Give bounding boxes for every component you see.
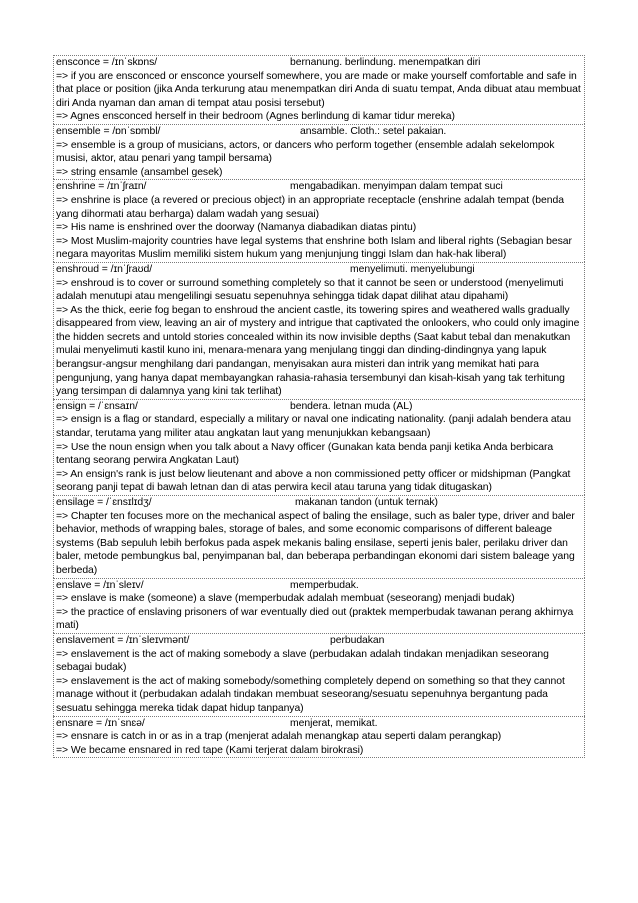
entry-line: => Most Muslim-majority countries have legal systems that enshrine both Islam and liberal rights (Sebagian besar negara mayoritas Muslim memiliki sistem hukum yang menjunjung tinggi Islam dan hak-hak liberal) bbox=[56, 235, 572, 261]
entry-line: => ensemble is a group of musicians, actors, or dancers who perform together (ensemble adalah sekelompok musisi, aktor, atau penari yang tampil bersama) bbox=[56, 139, 555, 165]
entry-term: ensilage = /ˈɛnsɪlɪdʒ/ bbox=[56, 497, 152, 508]
entry-meaning: ansamble. Cloth.: setel pakaian. bbox=[300, 125, 447, 137]
entry-ensilage bbox=[53, 495, 585, 578]
entry-line: => enslavement is the act of making somebody/something completely depend on something so that they cannot manage without it (perbudakan adalah tindakan membuat seseorang/sesuatu sepenuhnya bergantung pada sesuatu sehingga mereka tidak dapat hidup tanpanya) bbox=[56, 675, 565, 714]
entry-header bbox=[56, 125, 584, 139]
entry-line: => enshroud is to cover or surround something completely so that it cannot be seen or understood (menyelimuti adalah menutupi atau mengelilingi sesuatu sepenuhnya sehingga tidak dapat dilihat atau dipahami) bbox=[56, 277, 564, 303]
entry-header bbox=[56, 400, 584, 414]
entry-term: ensnare = /ɪnˈsnɛə/ bbox=[56, 717, 145, 729]
entry-header bbox=[56, 180, 584, 194]
entry-meaning: menyelimuti. menyelubungi bbox=[350, 263, 475, 275]
entry-line: => Chapter ten focuses more on the mechanical aspect of baling the ensilage, such as baler type, driver and baler behavior, methods of wrapping bales, storage of bales, and some economic comparisons of different baleage systems (Bab sepuluh lebih berfokus pada aspek mekanis baling ensilase, seperti jenis baler, perilaku driver dan baler, metode pembungkus bal, penyimpanan bal, dan beberapa perbandingan ekonomi dari sistem baleage yang berbeda) bbox=[56, 510, 575, 576]
entry-line: => His name is enshrined over the doorway (Namanya diabadikan diatas pintu) bbox=[56, 222, 417, 234]
entry-line: => Agnes ensconced herself in their bedroom (Agnes berlindung di kamar tidur mereka) bbox=[56, 111, 455, 123]
entry-line: => the practice of enslaving prisoners of war eventually died out (praktek memperbudak tawanan perang akhirnya mati) bbox=[56, 606, 574, 632]
entry-meaning: menjerat, memikat. bbox=[290, 717, 378, 729]
entry-header bbox=[56, 717, 584, 731]
entry-enshroud bbox=[53, 262, 585, 399]
entry-meaning: makanan tandon (untuk ternak) bbox=[295, 497, 438, 508]
entry-line: => enshrine is place (a revered or precious object) in an appropriate receptacle (enshrine adalah tempat (benda yang dihormati atau berharga) dalam wadah yang sesuai) bbox=[56, 194, 564, 220]
entry-line: => As the thick, eerie fog began to enshroud the ancient castle, its towering spires and weathered walls gradually disappeared from view, leaving an air of mystery and intrigue that captivated the onlookers, who could only imagine the hidden secrets and untold stories concealed within its now invisible depths (Saat kabut tebal dan menakutkan mulai menyelimuti kastil kuno ini, menara-menara yang menjulang tinggi dan dinding-dindingnya yang lapuk berangsur-angsur menghilang dari pandangan, menyisakan aura misteri dan intrik yang memikat hati para pengunjung, yang hanya dapat membayangkan rahasia-rahasia tersembunyi dan kisah-kisah yang tak terhitung yang tersimpan di dalamnya yang kini tak terlihat) bbox=[56, 304, 580, 398]
entry-term: ensign = /ˈɛnsaɪn/ bbox=[56, 400, 138, 412]
entry-line: => ensnare is catch in or as in a trap (menjerat adalah menangkap atau seperti dalam perangkap) bbox=[56, 731, 502, 743]
entry-header bbox=[56, 56, 584, 70]
entry-ensemble bbox=[53, 124, 585, 179]
entry-line: => We became ensnared in red tape (Kami terjerat dalam birokrasi) bbox=[56, 744, 364, 756]
entry-line: => An ensign's rank is just below lieutenant and above a non commissioned petty officer or midshipman (Pangkat seorang panji tepat di bawah letnan dan di atas perwira kecil atau taruna yang tidak ditugaskan) bbox=[56, 468, 571, 494]
entry-line: => enslavement is the act of making somebody a slave (perbudakan adalah tindakan menjadikan seseorang sebagai budak) bbox=[56, 648, 549, 674]
entry-meaning: bernanung. berlindung. menempatkan diri bbox=[290, 57, 481, 68]
entry-meaning: bendera. letnan muda (AL) bbox=[290, 400, 413, 412]
entry-line: => enslave is make (someone) a slave (memperbudak adalah membuat (seseorang) menjadi budak) bbox=[56, 593, 515, 605]
entry-line: => Use the noun ensign when you talk about a Navy officer (Gunakan kata benda panji ketika Anda berbicara tentang seorang perwira Angkatan Laut) bbox=[56, 441, 554, 467]
entry-header bbox=[56, 579, 584, 593]
entry-term: enshrine = /ɪnˈʃraɪn/ bbox=[56, 181, 147, 193]
entry-enshrine bbox=[53, 179, 585, 262]
entry-line: => string ensamle (ansambel gesek) bbox=[56, 166, 223, 178]
entry-term: ensemble = /ɒnˈsɒmbl/ bbox=[56, 125, 161, 137]
entry-enslave bbox=[53, 578, 585, 633]
dictionary-page bbox=[53, 55, 585, 758]
entry-line: => if you are ensconced or ensconce yourself somewhere, you are made or make yourself comfortable and safe in that place or position (jika Anda terkurung atau menempatkan diri Anda di suatu tempat, Anda dibuat atau membuat diri Anda nyaman dan aman di tempat atau posisi tersebut) bbox=[56, 70, 581, 109]
entry-ensconce bbox=[53, 55, 585, 124]
entry-ensign bbox=[53, 399, 585, 495]
entry-term: enslave = /ɪnˈsleɪv/ bbox=[56, 579, 144, 591]
entry-meaning: memperbudak. bbox=[290, 579, 359, 591]
entry-header bbox=[56, 496, 584, 510]
entry-meaning: perbudakan bbox=[330, 634, 385, 646]
entry-term: enslavement = /ɪnˈsleɪvmənt/ bbox=[56, 634, 190, 646]
entry-term: enshroud = /ɪnˈʃraʊd/ bbox=[56, 263, 153, 275]
entry-ensnare bbox=[53, 716, 585, 759]
entry-enslavement bbox=[53, 633, 585, 716]
entry-line: => ensign is a flag or standard, especially a military or naval one indicating nationality. (panji adalah bendera atau standar, terutama yang militer atau angkatan laut yang menunjukkan kebangsaan) bbox=[56, 414, 571, 440]
entry-term: ensconce = /ɪnˈskɒns/ bbox=[56, 57, 158, 68]
entry-header bbox=[56, 263, 584, 277]
entry-header bbox=[56, 634, 584, 648]
entry-meaning: mengabadikan. menyimpan dalam tempat suci bbox=[290, 181, 503, 193]
